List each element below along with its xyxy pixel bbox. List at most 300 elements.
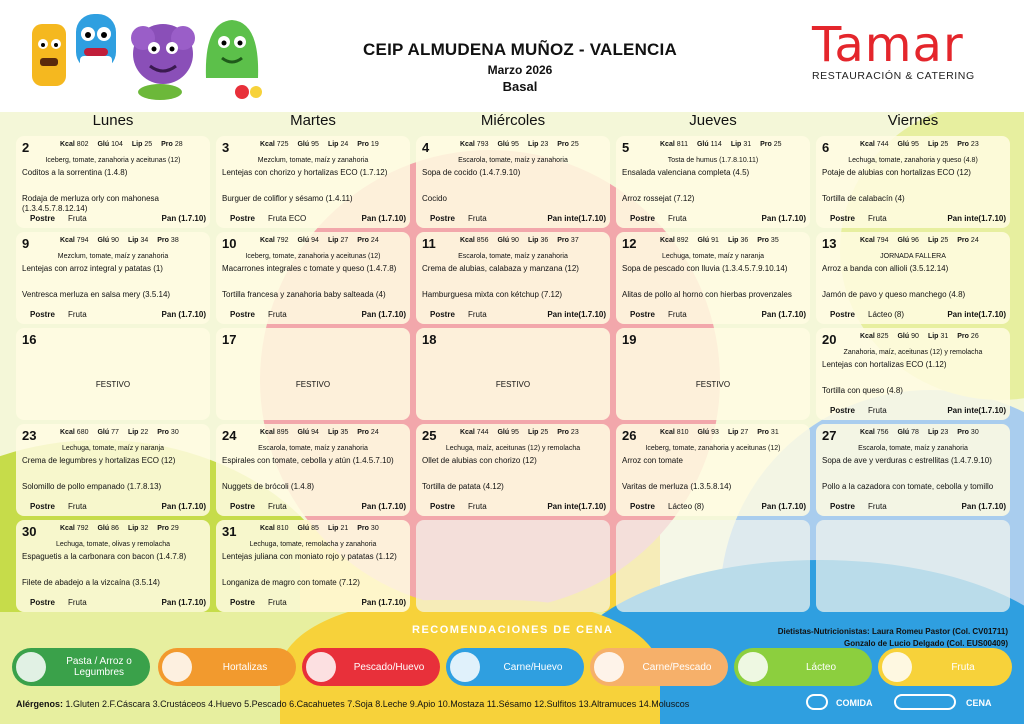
comida-legend-ring bbox=[806, 694, 828, 710]
lip-value: 36 bbox=[540, 237, 549, 244]
glu-value: 104 bbox=[111, 141, 123, 148]
nutrition-info bbox=[260, 237, 406, 244]
bread-value: Pan (1.7.10) bbox=[161, 598, 206, 607]
bread-value: Pan (1.7.10) bbox=[761, 502, 806, 511]
pro-label: Pro bbox=[760, 141, 772, 148]
second-course: Varitas de merluza (1.3.5.8.14) bbox=[622, 482, 732, 491]
pro-label: Pro bbox=[957, 141, 969, 148]
pro-value: 30 bbox=[970, 429, 979, 436]
nutrition-info bbox=[60, 141, 206, 148]
day-number: 30 bbox=[22, 524, 37, 539]
glu-label: Glú bbox=[97, 525, 110, 532]
salad-line: Lechuga, tomate, olivas y remolacha bbox=[55, 541, 170, 548]
dessert-label: Postre bbox=[630, 502, 655, 511]
pro-value: 24 bbox=[370, 429, 379, 436]
pro-label: Pro bbox=[957, 237, 969, 244]
pro-value: 23 bbox=[570, 429, 579, 436]
bread-value: Pan (1.7.10) bbox=[161, 214, 206, 223]
pro-value: 19 bbox=[370, 141, 379, 148]
dinner-category-pill bbox=[158, 648, 296, 686]
weekday-header bbox=[16, 112, 1010, 134]
first-course: Lentejas con chorizo y hortalizas ECO (1.7.12) bbox=[222, 168, 388, 177]
day-cell bbox=[416, 136, 610, 228]
allergens-list: 1.Gluten 2.F.Cáscara 3.Crustáceos 4.Huevo 5.Pescado 6.Cacahuetes 7.Soja 8.Leche 9.Apio 10.Mostaza 11.Sésamo 12.Sulfitos 13.Altramuces 14.Moluscos bbox=[65, 699, 690, 709]
lip-value: 32 bbox=[140, 525, 149, 532]
weekday-label: Martes bbox=[290, 112, 336, 129]
nutrition-info bbox=[460, 141, 606, 148]
pro-value: 30 bbox=[370, 525, 379, 532]
lip-label: Lip bbox=[927, 333, 939, 340]
holiday-label: FESTIVO bbox=[295, 380, 331, 389]
day-number: 16 bbox=[22, 332, 37, 347]
dessert-label: Postre bbox=[230, 310, 255, 319]
dietitian-line: Gonzalo de Lucio Delgado (Col. EUS00409) bbox=[843, 639, 1008, 648]
nutrition-info bbox=[660, 237, 806, 244]
menu-type: Basal bbox=[502, 79, 538, 94]
lip-label: Lip bbox=[127, 429, 139, 436]
nutrition-info bbox=[660, 141, 806, 148]
kcal-value: 802 bbox=[76, 141, 89, 148]
glu-value: 114 bbox=[710, 141, 722, 148]
dessert-row bbox=[30, 502, 206, 513]
bread-value: Pan inte(1.7.10) bbox=[947, 310, 1006, 319]
dessert-row bbox=[230, 214, 406, 225]
day-cell bbox=[16, 136, 210, 228]
glu-value: 95 bbox=[311, 141, 319, 148]
day-number: 25 bbox=[422, 428, 437, 443]
lip-value: 25 bbox=[144, 141, 153, 148]
pro-label: Pro bbox=[357, 141, 369, 148]
pro-label: Pro bbox=[757, 429, 769, 436]
salad-line: JORNADA FALLERA bbox=[880, 253, 946, 260]
dessert-label: Postre bbox=[430, 502, 455, 511]
lip-value: 35 bbox=[340, 429, 349, 436]
weekday-label: Jueves bbox=[689, 112, 737, 129]
dinner-category-pill bbox=[590, 648, 728, 686]
second-course: Pollo a la cazadora con tomate, cebolla y tomillo bbox=[822, 482, 994, 491]
salad-line: Escarola, tomate, maíz y zanahoria bbox=[858, 445, 968, 452]
lip-label: Lip bbox=[727, 429, 739, 436]
dinner-category-label: Pasta / Arroz o Legumbres bbox=[66, 656, 132, 678]
day-number: 9 bbox=[22, 236, 30, 251]
pro-value: 37 bbox=[570, 237, 579, 244]
salad-line: Iceberg, tomate, zanahoria y aceitunas (12) bbox=[245, 253, 381, 260]
day-number: 6 bbox=[822, 140, 830, 155]
salad-line: Escarola, tomate, maíz y zanahoria bbox=[258, 445, 368, 452]
kcal-value: 811 bbox=[676, 141, 688, 148]
dessert-value: Fruta bbox=[68, 502, 87, 511]
glu-value: 95 bbox=[511, 429, 519, 436]
pro-value: 24 bbox=[370, 237, 379, 244]
day-number: 20 bbox=[822, 332, 837, 347]
dinner-category-pill bbox=[12, 648, 150, 686]
kcal-value: 793 bbox=[476, 141, 489, 148]
glu-value: 86 bbox=[111, 525, 119, 532]
nutrition-info bbox=[260, 141, 406, 148]
glu-value: 94 bbox=[311, 429, 319, 436]
glu-label: Glú bbox=[97, 237, 110, 244]
glu-label: Glú bbox=[897, 237, 910, 244]
bread-value: Pan inte(1.7.10) bbox=[947, 214, 1006, 223]
allergens-label: Alérgenos: bbox=[16, 699, 64, 709]
dessert-row bbox=[30, 598, 206, 609]
menu-title bbox=[310, 40, 730, 94]
dinner-category-label: Carne/Pescado bbox=[642, 661, 712, 673]
day-number: 26 bbox=[622, 428, 637, 443]
second-course: Ventresca merluza en salsa mery (3.5.14) bbox=[22, 290, 171, 299]
day-number: 19 bbox=[622, 332, 637, 347]
pro-label: Pro bbox=[157, 237, 169, 244]
dinner-categories bbox=[8, 648, 1018, 690]
dessert-label: Postre bbox=[630, 214, 655, 223]
food-icon bbox=[882, 652, 912, 682]
empty-day-cell bbox=[616, 520, 810, 612]
second-course: Rodaja de merluza orly con mahonesa (1.3.4.5.7.8.12.14) bbox=[22, 194, 159, 213]
second-course: Tortilla de calabacín (4) bbox=[822, 194, 905, 203]
kcal-value: 794 bbox=[876, 237, 889, 244]
first-course: Sopa de ave y verduras c estrellitas (1.4.7.9.10) bbox=[822, 456, 992, 465]
dessert-row bbox=[630, 214, 806, 225]
lip-label: Lip bbox=[927, 237, 939, 244]
kcal-value: 794 bbox=[76, 237, 89, 244]
glu-label: Glú bbox=[297, 237, 310, 244]
pro-value: 38 bbox=[170, 237, 179, 244]
salad-line: Tosta de humus (1.7.8.10.11) bbox=[667, 157, 759, 164]
brand-subtitle: RESTAURACIÓN & CATERING bbox=[812, 70, 975, 82]
nutrition-info bbox=[460, 237, 606, 244]
salad-line: Lechuga, tomate, maíz y naranja bbox=[662, 253, 764, 260]
second-course: Tortilla francesa y zanahoria baby salteada (4) bbox=[222, 290, 386, 299]
kcal-value: 744 bbox=[476, 429, 489, 436]
day-number: 17 bbox=[222, 332, 237, 347]
first-course: Sopa de pescado con lluvia (1.3.4.5.7.9.10.14) bbox=[622, 264, 788, 273]
menu-month: Marzo 2026 bbox=[487, 63, 553, 77]
dessert-value: Fruta bbox=[668, 310, 687, 319]
pro-value: 24 bbox=[970, 237, 979, 244]
second-course: Alitas de pollo al horno con hierbas provenzales bbox=[622, 290, 792, 299]
food-icon bbox=[594, 652, 624, 682]
kcal-value: 895 bbox=[276, 429, 289, 436]
day-number: 11 bbox=[422, 236, 436, 251]
dietitian-line: Dietistas-Nutricionistas: Laura Romeu Pastor (Col. CV01711) bbox=[777, 627, 1008, 636]
lip-label: Lip bbox=[727, 237, 739, 244]
dessert-label: Postre bbox=[230, 598, 255, 607]
glu-value: 90 bbox=[511, 237, 519, 244]
glu-value: 91 bbox=[711, 237, 719, 244]
first-course: Crema de legumbres y hortalizas ECO (12) bbox=[22, 456, 176, 465]
lip-value: 22 bbox=[140, 429, 149, 436]
bread-value: Pan inte(1.7.10) bbox=[547, 214, 606, 223]
dessert-value: Fruta bbox=[268, 598, 287, 607]
day-number: 24 bbox=[222, 428, 237, 443]
glu-value: 90 bbox=[111, 237, 119, 244]
dessert-value: Fruta bbox=[68, 598, 87, 607]
pro-label: Pro bbox=[157, 429, 169, 436]
pro-value: 23 bbox=[970, 141, 979, 148]
day-cell bbox=[416, 328, 610, 420]
salad-line: Lechuga, tomate, remolacha y zanahoria bbox=[249, 541, 377, 548]
dessert-value: Fruta bbox=[868, 406, 887, 415]
lip-value: 25 bbox=[940, 141, 949, 148]
glu-value: 78 bbox=[911, 429, 919, 436]
dessert-value: Lácteo (8) bbox=[868, 310, 905, 319]
day-cell bbox=[616, 232, 810, 324]
dinner-category-label: Hortalizas bbox=[222, 661, 268, 673]
kcal-value: 792 bbox=[76, 525, 89, 532]
nutrition-info bbox=[860, 141, 1006, 148]
dessert-row bbox=[430, 502, 606, 513]
bread-value: Pan (1.7.10) bbox=[761, 214, 806, 223]
kcal-label: Kcal bbox=[60, 237, 75, 244]
lip-label: Lip bbox=[327, 525, 339, 532]
day-cell bbox=[616, 424, 810, 516]
lip-value: 31 bbox=[940, 333, 949, 340]
dessert-row bbox=[830, 406, 1006, 417]
second-course: Arroz rossejat (7.12) bbox=[622, 194, 695, 203]
nutrition-info bbox=[660, 429, 806, 436]
glu-label: Glú bbox=[97, 141, 110, 148]
dessert-value: Fruta bbox=[868, 214, 887, 223]
kcal-label: Kcal bbox=[860, 237, 875, 244]
salad-line: Escarola, tomate, maíz y zanahoria bbox=[458, 253, 568, 260]
day-cell bbox=[216, 232, 410, 324]
dessert-row bbox=[830, 214, 1006, 225]
glu-label: Glú bbox=[897, 141, 910, 148]
menu-calendar-grid bbox=[16, 136, 1012, 618]
second-course: Tortilla de patata (4.12) bbox=[422, 482, 504, 491]
dinner-category-pill bbox=[302, 648, 440, 686]
salad-line: Mezclum, tomate, maíz y zanahoria bbox=[257, 157, 369, 164]
food-icon bbox=[162, 652, 192, 682]
lip-value: 25 bbox=[940, 237, 949, 244]
day-cell bbox=[816, 136, 1010, 228]
day-cell bbox=[416, 232, 610, 324]
holiday-label: FESTIVO bbox=[95, 380, 131, 389]
day-number: 2 bbox=[22, 140, 30, 155]
dessert-label: Postre bbox=[30, 502, 55, 511]
lip-value: 23 bbox=[940, 429, 949, 436]
second-course: Nuggets de brócoli (1.4.8) bbox=[222, 482, 315, 491]
kcal-label: Kcal bbox=[860, 333, 875, 340]
lip-label: Lip bbox=[127, 237, 139, 244]
glu-value: 95 bbox=[511, 141, 519, 148]
pro-label: Pro bbox=[557, 429, 569, 436]
kcal-value: 810 bbox=[676, 429, 689, 436]
pro-label: Pro bbox=[157, 525, 169, 532]
glu-label: Glú bbox=[297, 525, 310, 532]
bread-value: Pan (1.7.10) bbox=[761, 310, 806, 319]
comida-legend-label: COMIDA bbox=[836, 698, 873, 708]
dessert-label: Postre bbox=[30, 310, 55, 319]
dessert-value: Fruta bbox=[468, 310, 487, 319]
dessert-value: Fruta bbox=[868, 502, 887, 511]
kcal-value: 756 bbox=[876, 429, 889, 436]
glu-label: Glú bbox=[897, 429, 910, 436]
dinner-category-label: Pescado/Huevo bbox=[353, 661, 425, 673]
lip-label: Lip bbox=[327, 237, 339, 244]
salad-line: Iceberg, tomate, zanahoria y aceitunas (12) bbox=[645, 445, 781, 452]
bread-value: Pan (1.7.10) bbox=[361, 598, 406, 607]
first-course: Coditos a la sorrentina (1.4.8) bbox=[22, 168, 128, 177]
brand-logo bbox=[812, 17, 1012, 82]
lip-label: Lip bbox=[927, 429, 939, 436]
kcal-value: 744 bbox=[876, 141, 889, 148]
kcal-label: Kcal bbox=[260, 237, 275, 244]
second-course: Cocido bbox=[422, 194, 447, 203]
dessert-label: Postre bbox=[830, 406, 855, 415]
dessert-value: Fruta bbox=[668, 214, 687, 223]
pro-value: 25 bbox=[570, 141, 579, 148]
lip-value: 27 bbox=[740, 429, 749, 436]
pro-value: 30 bbox=[170, 429, 179, 436]
day-cell bbox=[16, 328, 210, 420]
lip-value: 21 bbox=[340, 525, 349, 532]
glu-label: Glú bbox=[297, 141, 310, 148]
lip-label: Lip bbox=[527, 237, 539, 244]
day-cell bbox=[16, 232, 210, 324]
dessert-row bbox=[30, 310, 206, 321]
cena-legend-ring bbox=[894, 694, 956, 710]
dessert-label: Postre bbox=[230, 502, 255, 511]
nutrition-info bbox=[60, 237, 206, 244]
empty-day-cell bbox=[416, 520, 610, 612]
glu-value: 96 bbox=[911, 237, 919, 244]
first-course: Arroz a banda con allioli (3.5.12.14) bbox=[822, 264, 949, 273]
day-cell bbox=[816, 328, 1010, 420]
pro-label: Pro bbox=[161, 141, 173, 148]
dessert-label: Postre bbox=[30, 214, 55, 223]
dessert-label: Postre bbox=[830, 310, 855, 319]
first-course: Macarrones integrales c tomate y queso (1.4.7.8) bbox=[222, 264, 397, 273]
glu-label: Glú bbox=[696, 141, 709, 148]
weekday-label: Viernes bbox=[887, 112, 939, 129]
dinner-recommendations-title: RECOMENDACIONES DE CENA bbox=[412, 624, 614, 636]
nutrition-info bbox=[860, 333, 1006, 340]
glu-label: Glú bbox=[497, 429, 510, 436]
kcal-label: Kcal bbox=[60, 429, 75, 436]
glu-label: Glú bbox=[497, 237, 510, 244]
dessert-label: Postre bbox=[430, 214, 455, 223]
kcal-value: 725 bbox=[276, 141, 289, 148]
food-icon bbox=[450, 652, 480, 682]
day-number: 18 bbox=[422, 332, 437, 347]
kcal-value: 792 bbox=[276, 237, 289, 244]
dessert-value: Lácteo (8) bbox=[668, 502, 705, 511]
pro-value: 29 bbox=[170, 525, 179, 532]
kcal-value: 856 bbox=[476, 237, 489, 244]
kcal-label: Kcal bbox=[660, 141, 675, 148]
dessert-row bbox=[830, 310, 1006, 321]
dessert-row bbox=[430, 310, 606, 321]
dessert-value: Fruta bbox=[468, 214, 487, 223]
second-course: Longaniza de magro con tomate (7.12) bbox=[222, 578, 360, 587]
salad-line: Mezclum, tomate, maíz y zanahoria bbox=[57, 253, 169, 260]
lip-value: 23 bbox=[540, 141, 549, 148]
dessert-label: Postre bbox=[230, 214, 255, 223]
dessert-value: Fruta ECO bbox=[268, 214, 307, 223]
salad-line: Zanahoria, maíz, aceitunas (12) y remolacha bbox=[843, 349, 983, 356]
dinner-category-pill bbox=[734, 648, 872, 686]
day-cell bbox=[216, 424, 410, 516]
dessert-row bbox=[430, 214, 606, 225]
salad-line: Lechuga, maíz, aceitunas (12) y remolacha bbox=[445, 445, 581, 452]
dessert-label: Postre bbox=[30, 598, 55, 607]
lip-value: 31 bbox=[743, 141, 752, 148]
weekday-label: Lunes bbox=[92, 112, 134, 129]
lip-value: 27 bbox=[340, 237, 349, 244]
nutrition-info bbox=[460, 429, 606, 436]
food-icon bbox=[16, 652, 46, 682]
dessert-label: Postre bbox=[430, 310, 455, 319]
glu-value: 95 bbox=[911, 141, 919, 148]
salad-line: Lechuga, tomate, maíz y naranja bbox=[62, 445, 164, 452]
pro-label: Pro bbox=[557, 141, 569, 148]
glu-label: Glú bbox=[297, 429, 310, 436]
lip-label: Lip bbox=[327, 429, 339, 436]
kcal-label: Kcal bbox=[460, 237, 475, 244]
lip-label: Lip bbox=[927, 141, 939, 148]
pro-label: Pro bbox=[557, 237, 569, 244]
dinner-category-label: Lácteo bbox=[805, 661, 837, 673]
nutrition-info bbox=[260, 525, 406, 532]
dessert-row bbox=[230, 598, 406, 609]
first-course: Arroz con tomate bbox=[622, 456, 683, 465]
second-course: Hamburguesa mixta con kétchup (7.12) bbox=[422, 290, 563, 299]
day-number: 12 bbox=[622, 236, 637, 251]
day-cell bbox=[816, 232, 1010, 324]
header bbox=[0, 0, 1024, 112]
day-number: 3 bbox=[222, 140, 230, 155]
day-number: 10 bbox=[222, 236, 237, 251]
brand-name: Tamar bbox=[812, 17, 964, 73]
day-number: 27 bbox=[822, 428, 837, 443]
day-cell bbox=[216, 520, 410, 612]
glu-label: Glú bbox=[497, 141, 510, 148]
lip-value: 34 bbox=[140, 237, 149, 244]
dessert-value: Fruta bbox=[68, 214, 87, 223]
salad-line: Lechuga, tomate, zanahoria y queso (4.8) bbox=[848, 157, 978, 164]
day-cell bbox=[16, 424, 210, 516]
food-icon bbox=[306, 652, 336, 682]
kcal-label: Kcal bbox=[260, 141, 275, 148]
empty-day-cell bbox=[816, 520, 1010, 612]
second-course: Solomillo de pollo empanado (1.7.8.13) bbox=[22, 482, 162, 491]
lip-label: Lip bbox=[127, 525, 139, 532]
kcal-label: Kcal bbox=[660, 237, 675, 244]
bread-value: Pan (1.7.10) bbox=[961, 502, 1006, 511]
lip-label: Lip bbox=[527, 141, 539, 148]
glu-value: 90 bbox=[911, 333, 919, 340]
lip-value: 36 bbox=[740, 237, 749, 244]
pro-value: 31 bbox=[770, 429, 779, 436]
salad-line: Escarola, tomate, maíz y zanahoria bbox=[458, 157, 568, 164]
glu-value: 85 bbox=[311, 525, 319, 532]
kcal-label: Kcal bbox=[60, 525, 75, 532]
first-course: Lentejas con hortalizas ECO (1.12) bbox=[822, 360, 947, 369]
weekday-label: Miércoles bbox=[480, 112, 546, 129]
nutrition-info bbox=[860, 237, 1006, 244]
dinner-category-pill bbox=[878, 648, 1012, 686]
day-cell bbox=[416, 424, 610, 516]
glu-label: Glú bbox=[697, 237, 710, 244]
first-course: Ollet de alubias con chorizo (12) bbox=[422, 456, 537, 465]
kcal-label: Kcal bbox=[860, 141, 875, 148]
pro-label: Pro bbox=[957, 429, 969, 436]
kcal-value: 892 bbox=[676, 237, 689, 244]
bread-value: Pan (1.7.10) bbox=[161, 502, 206, 511]
lip-value: 25 bbox=[540, 429, 549, 436]
bread-value: Pan (1.7.10) bbox=[361, 310, 406, 319]
